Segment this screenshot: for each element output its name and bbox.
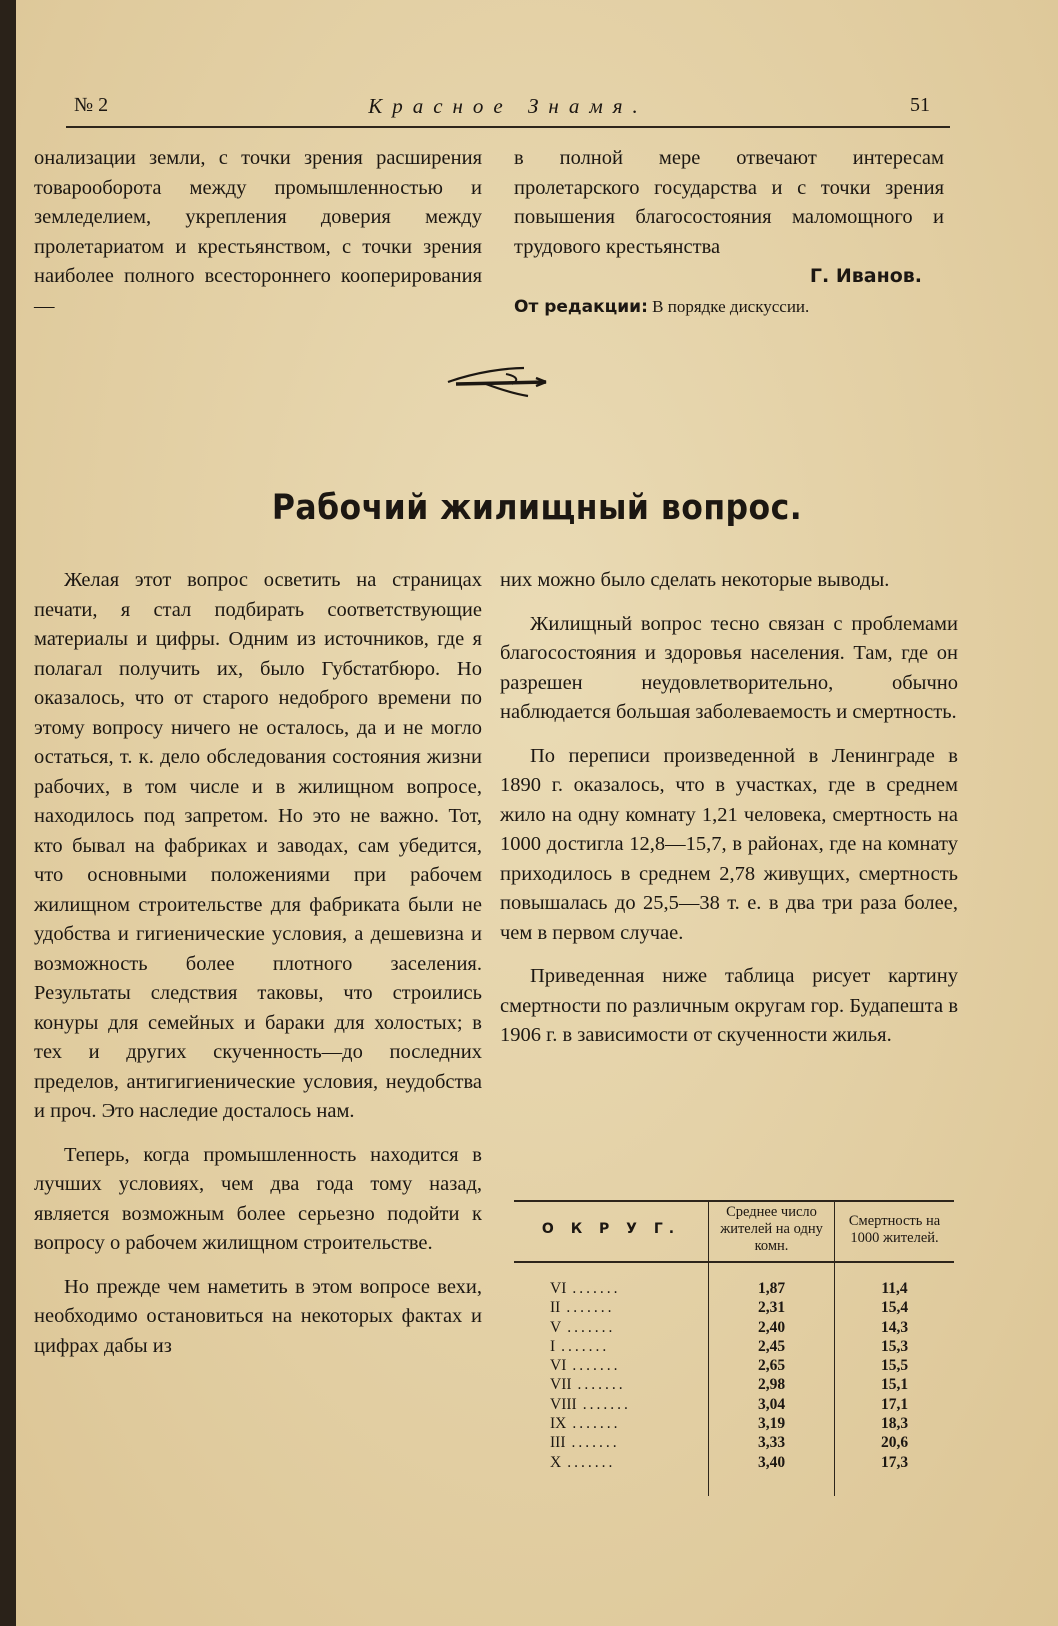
- table-row: [514, 1337, 954, 1356]
- header-district: О К Р У Г.: [541, 1221, 681, 1237]
- mortality-cell: 11,4: [835, 1262, 954, 1298]
- district-name: III: [550, 1434, 566, 1452]
- residents-cell: 2,31: [709, 1298, 835, 1317]
- article-paragraph: Теперь, когда промышленность находится в лучших условиях, чем два года тому назад, является возможным более серьезно подойти к вопросу о рабочем жилищном строительстве.: [34, 1143, 482, 1254]
- mortality-cell: 15,4: [835, 1298, 954, 1317]
- district-name: VI: [550, 1357, 567, 1375]
- residents-cell: 3,40: [709, 1453, 835, 1496]
- mortality-cell: 14,3: [835, 1318, 954, 1337]
- article-paragraph: Приведенная ниже таблица рисует картину смертности по различным округам гор. Будапешта в 1906 г. в зависимости от скученности жилья.: [500, 965, 958, 1046]
- mortality-cell: 15,1: [835, 1375, 954, 1394]
- editor-note-label: От редакции:: [514, 296, 648, 317]
- prev-article-right-text: в полной мере отвечают интересам пролетарского государства и с точки зрения повышения благосостояния маломощного и трудового крестьянства: [514, 147, 944, 258]
- article-right-column: [500, 566, 958, 1051]
- mortality-cell: 17,3: [835, 1453, 954, 1496]
- table-row: [514, 1318, 954, 1337]
- district-cell: [514, 1337, 709, 1356]
- running-head: [66, 92, 950, 128]
- leader-dots: .......: [572, 1415, 621, 1433]
- district-cell: [514, 1433, 709, 1452]
- residents-cell: 2,40: [709, 1318, 835, 1337]
- author-signature: Г. Иванов.: [809, 265, 922, 287]
- mortality-table: [514, 1200, 954, 1496]
- table-row: [514, 1395, 954, 1414]
- article-paragraph: Желая этот вопрос осветить на страницах печати, я стал подбирать соответствующие материалы и цифры. Одним из источников, где я полагал получить их, было Губстатбюро. Но оказалось, что от старого недоброго времени по этому вопросу ничего не осталось, да и не могло остаться, т. к. дело обследования состояния жизни рабочих, в том числе и в жилищном вопросе, находилось под запретом. Но это не важно. Тот, кто бывал на фабриках и заводах, сам убедится, что основными положениями при рабочем жилищном строительстве для фабриката были не удобства и гигиенические условия, а дешевизна и возможность более плотного заселения. Результаты следствия таковы, что строились конуры для семейных и бараки для холостых; в тех и других скученность—до последних пределов, антигигиенические условия, неудобства и проч. Это наследие досталось нам.: [34, 569, 482, 1122]
- residents-cell: 1,87: [709, 1262, 835, 1298]
- district-cell: [514, 1262, 709, 1298]
- district-name: X: [550, 1453, 562, 1471]
- leader-dots: .......: [572, 1280, 621, 1297]
- article-left-column: [34, 566, 482, 1361]
- leader-dots: .......: [572, 1357, 621, 1375]
- leader-dots: .......: [561, 1337, 610, 1355]
- article-paragraph: них можно было сделать некоторые выводы.: [500, 569, 890, 591]
- residents-cell: 2,45: [709, 1337, 835, 1356]
- editor-note: [514, 292, 944, 323]
- residents-cell: 2,65: [709, 1356, 835, 1375]
- decorative-ornament: [446, 360, 556, 404]
- article-title: Рабочий жилищный вопрос.: [271, 488, 803, 528]
- header-residents: Среднее число жителей на одну комн.: [709, 1201, 835, 1262]
- residents-cell: 3,04: [709, 1395, 835, 1414]
- district-name: VI: [550, 1280, 567, 1297]
- table-header-row: [514, 1201, 954, 1262]
- table-row: [514, 1298, 954, 1317]
- table-row: [514, 1453, 954, 1496]
- journal-title: Красное Знамя.: [368, 94, 648, 118]
- district-cell: [514, 1414, 709, 1433]
- district-cell: [514, 1375, 709, 1394]
- leader-dots: .......: [567, 1453, 616, 1471]
- article-paragraph: По переписи произведенной в Ленинграде в 1890 г. оказалось, что в участках, где в среднем жило на одну комнату 1,21 человека, смертность на 1000 достигла 12,8—15,7, в районах, где на комнату приходилось в среднем 2,78 живущих, смертность повышалась до 25,5—38 т. е. в два три раза более, чем в первом случае.: [500, 744, 958, 944]
- residents-cell: 3,33: [709, 1433, 835, 1452]
- mortality-cell: 20,6: [835, 1433, 954, 1452]
- table-row: [514, 1356, 954, 1375]
- residents-cell: 3,19: [709, 1414, 835, 1433]
- leader-dots: .......: [577, 1376, 626, 1394]
- district-cell: [514, 1298, 709, 1317]
- header-mortality: Смертность на 1000 жителей.: [835, 1201, 954, 1262]
- district-name: IX: [550, 1415, 567, 1433]
- district-cell: [514, 1395, 709, 1414]
- leader-dots: .......: [567, 1318, 616, 1336]
- mortality-table-wrap: [514, 1200, 954, 1496]
- district-name: VII: [550, 1376, 572, 1394]
- district-cell: [514, 1356, 709, 1375]
- article-paragraph: Жилищный вопрос тесно связан с проблемами благосостояния и здоровья населения. Там, где он разрешен неудовлетворительно, обычно наблюдается большая заболеваемость и смертность.: [500, 612, 958, 723]
- journal-page: [16, 0, 1058, 1626]
- issue-number: № 2: [74, 94, 109, 116]
- leader-dots: .......: [571, 1434, 620, 1452]
- table-row: [514, 1375, 954, 1394]
- table-row: [514, 1414, 954, 1433]
- leader-dots: .......: [566, 1299, 615, 1317]
- prev-article-right-column: [514, 144, 944, 322]
- mortality-cell: 17,1: [835, 1395, 954, 1414]
- table-body: [514, 1262, 954, 1496]
- district-name: II: [550, 1299, 561, 1317]
- district-name: VIII: [550, 1395, 577, 1413]
- table-row: [514, 1433, 954, 1452]
- prev-article-left-column: [34, 144, 482, 321]
- mortality-cell: 15,3: [835, 1337, 954, 1356]
- prev-article-left-text: онализации земли, с точки зрения расширения товарооборота между промышленностью и земледелием, укрепления доверия между пролетариатом и крестьянством, с точки зрения наиболее полного всестороннего кооперирования—: [34, 147, 482, 317]
- district-name: I: [550, 1337, 556, 1355]
- district-cell: [514, 1318, 709, 1337]
- page-number: 51: [910, 94, 930, 116]
- article-paragraph: Но прежде чем наметить в этом вопросе вехи, необходимо остановиться на некоторых фактах и цифрах дабы из: [34, 1275, 482, 1357]
- district-cell: [514, 1453, 709, 1496]
- mortality-cell: 18,3: [835, 1414, 954, 1433]
- residents-cell: 2,98: [709, 1375, 835, 1394]
- editor-note-text: В порядке дискуссии.: [652, 296, 810, 316]
- leader-dots: .......: [582, 1395, 631, 1413]
- mortality-cell: 15,5: [835, 1356, 954, 1375]
- table-row: [514, 1262, 954, 1298]
- district-name: V: [550, 1318, 562, 1336]
